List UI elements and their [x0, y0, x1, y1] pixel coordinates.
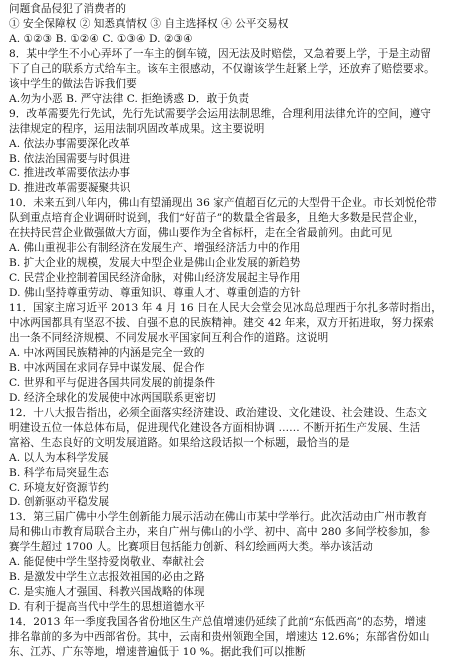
- text-line: 明建设五位一体总体布局，促进现代化建设各方面相协调 …… 不断开拓生产发展、生活: [9, 421, 421, 434]
- text-line: D. 推进改革需要凝聚共识: [9, 182, 131, 195]
- text-line: ① 安全保障权 ② 知悉真情权 ③ 自主选择权 ④ 公平交易权: [9, 17, 289, 30]
- text-line: A. 中冰两国民族精神的内涵是完全一致的: [9, 346, 205, 359]
- text-line: 赛学生超过 1700 人。比赛项目包括能力创新、科幻绘画两大类。举办该活动: [9, 541, 373, 554]
- text-line: 问题食品侵犯了消费者的: [9, 3, 127, 15]
- text-line: B. 依法治国需要与时俱进: [9, 152, 131, 165]
- text-line: A. ①②③ B. ①②④ C. ①③④ D. ②③④: [9, 32, 193, 45]
- text-line: 13．第三届广佛中小学生创新能力展示活动在佛山市某中学举行。此次活动由广州市教育: [9, 511, 428, 524]
- text-line: B. 是激发中学生立志报效祖国的必由之路: [9, 571, 205, 584]
- text-line: 中冰两国都具有坚忍不拔、自强不息的民族精神。建交 42 年来，双方开拓进取，努力探索: [9, 317, 434, 330]
- text-line: A.勿为小恶 B. 严守法律 C. 拒绝诱惑 D．敢于负责: [9, 92, 250, 105]
- text-line: A. 以人为本科学发展: [9, 451, 109, 464]
- text-line: 9．改革需要先行先试，先行先试需要学会运用法制思维，合理利用法律允许的空间，遵守: [9, 107, 431, 120]
- text-line: A. 能促使中学生坚持爱岗敬业、奉献社会: [9, 556, 205, 569]
- text-line: C. 环境友好资源节约: [9, 481, 109, 494]
- text-line: 10．未来五到八年内，佛山有望涌现出 36 家产值超百亿元的大型骨干企业。市长刘悦伦带: [9, 197, 437, 210]
- text-line: C. 推进改革需要依法办事: [9, 167, 131, 180]
- text-line: 局和佛山市教育局联合主办，来自广州与佛山的小学、初中、高中 280 多间学校参加，参: [9, 526, 431, 539]
- text-line: C. 民营企业控制着国民经济命脉，对佛山经济发展起主导作用: [9, 272, 301, 285]
- text-line: 下了自己的联系方式给车主。该车主很感动，不仅谢该学生赶紧上学，还放弃了赔偿要求。: [9, 62, 435, 75]
- text-line: D. 有利于提高当代中学生的思想道德水平: [9, 601, 205, 614]
- text-line: 东、江苏、广东等地，增速普遍低于 10 %。据此我们可以推断: [9, 645, 306, 658]
- text-line: 14．2013 年一季度我国各省份地区生产总值增速仍延续了此前“东低西高”的态势，增速: [9, 616, 426, 629]
- text-line: 富裕、生态良好的文明发展道路。如果给这段话拟一个标题，最恰当的是: [9, 436, 350, 449]
- text-line: B. 科学布局突显生态: [9, 466, 109, 479]
- text-line: 排名靠前的多为中西部省份。其中，云南和贵州领跑全国，增速达 12.6%；东部省份如山: [9, 631, 430, 644]
- text-line: 出一条不同经济规模、不同发展水平国家间互利合作的道路。这说明: [9, 331, 329, 344]
- text-line: 该中学生的做法告诉我们要: [9, 77, 137, 90]
- text-line: A. 佛山重视非公有制经济在发展生产、增强经济活力中的作用: [9, 242, 301, 255]
- text-line: B. 中冰两国在求同存异中谋发展、促合作: [9, 361, 205, 374]
- text-line: C. 是实施人才强国、科教兴国战略的体现: [9, 586, 205, 599]
- text-line: D. 创新驱动平稳发展: [9, 496, 110, 509]
- text-line: 法律规定的程序，运用法制巩固改革成果。这主要说明: [9, 122, 265, 135]
- text-line: 8．某中学生不小心弄坏了一车主的倒车镜，因无法及时赔偿，又急着要上学，于是主动留: [9, 47, 431, 60]
- text-line: B. 扩大企业的规模，发展大中型企业是佛山企业发展的新趋势: [9, 257, 301, 270]
- text-line: A. 依法办事需要深化改革: [9, 137, 130, 150]
- text-line: D. 佛山坚持尊重劳动、尊重知识、尊重人才、尊重创造的方针: [9, 287, 301, 300]
- text-line: 在扶持民营企业做强做大方面，佛山要作为全省标杆，走在全省最前列。由此可见: [9, 227, 393, 240]
- text-line: 12．十八大报告指出，必须全面落实经济建设、政治建设、文化建设、社会建设、生态文: [9, 406, 428, 419]
- text-line: C. 世界和平与促进各国共同发展的前提条件: [9, 376, 216, 389]
- text-line: 队到重点培育企业调研时说到，我们“好苗子”的数量全省最多，且绝大多数是民营企业，: [9, 212, 425, 225]
- text-line: 11．国家主席习近平 2013 年 4 月 16 日在人民大会堂会见冰岛总理西于尔扎多蒂时指出，: [9, 302, 442, 315]
- text-line: D. 经济全球化的发展使中冰两国联系更密切: [9, 391, 216, 404]
